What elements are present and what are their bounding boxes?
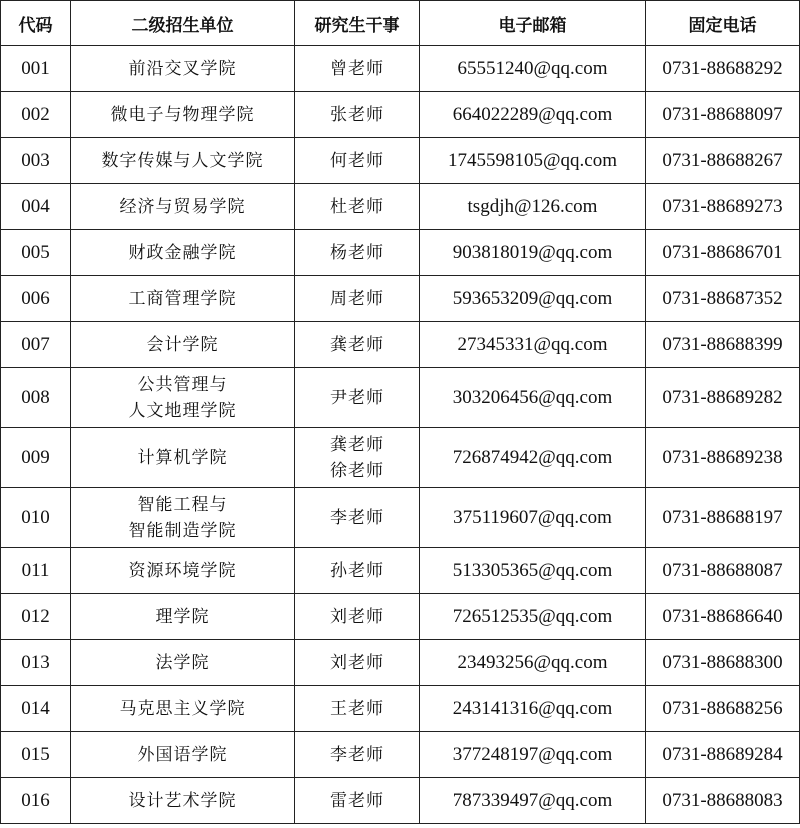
cell-line: 徐老师 [330,460,384,481]
cell-line: 智能工程与 [137,494,228,515]
cell-contact [295,230,420,276]
cell-email: 27345331@qq.com [420,322,646,368]
cell-email: 903818019@qq.com [420,230,646,276]
table-row [1,138,800,184]
cell-phone: 0731-88689238 [646,428,800,488]
header-unit: 二级招生单位 [71,1,295,46]
cell-code: 006 [1,276,71,322]
cell-line: 周老师 [330,288,384,309]
cell-email: 303206456@qq.com [420,368,646,428]
cell-phone: 0731-88688097 [646,92,800,138]
cell-unit [71,548,295,594]
cell-email: 787339497@qq.com [420,778,646,824]
cell-code: 009 [1,428,71,488]
cell-line: 智能制造学院 [128,520,237,541]
cell-email: 726512535@qq.com [420,594,646,640]
cell-contact [295,640,420,686]
table-row [1,488,800,548]
cell-email: 23493256@qq.com [420,640,646,686]
cell-line: 何老师 [330,150,384,171]
cell-code: 007 [1,322,71,368]
cell-code: 013 [1,640,71,686]
cell-email: tsgdjh@126.com [420,184,646,230]
cell-contact [295,488,420,548]
cell-unit [71,640,295,686]
cell-line: 马克思主义学院 [119,698,246,719]
cell-line: 会计学院 [146,334,219,355]
cell-line: 杨老师 [330,242,384,263]
cell-contact [295,594,420,640]
cell-code: 015 [1,732,71,778]
cell-contact [295,428,420,488]
cell-phone: 0731-88688292 [646,46,800,92]
cell-email: 243141316@qq.com [420,686,646,732]
cell-unit [71,778,295,824]
cell-code: 002 [1,92,71,138]
cell-line: 王老师 [330,698,384,719]
cell-code: 011 [1,548,71,594]
cell-unit [71,594,295,640]
cell-line: 尹老师 [330,387,384,408]
cell-phone: 0731-88687352 [646,276,800,322]
header-email: 电子邮箱 [420,1,646,46]
cell-line: 雷老师 [330,790,384,811]
cell-phone: 0731-88686640 [646,594,800,640]
cell-line: 工商管理学院 [128,288,237,309]
cell-line: 数字传媒与人文学院 [101,150,264,171]
cell-email: 375119607@qq.com [420,488,646,548]
table-row [1,276,800,322]
cell-email: 377248197@qq.com [420,732,646,778]
cell-line: 公共管理与 [137,374,228,395]
cell-line: 前沿交叉学院 [128,58,237,79]
cell-line: 刘老师 [330,606,384,627]
table-row [1,322,800,368]
cell-line: 经济与贸易学院 [119,196,246,217]
cell-unit [71,138,295,184]
cell-contact [295,276,420,322]
cell-unit [71,46,295,92]
cell-code: 016 [1,778,71,824]
cell-unit [71,276,295,322]
table-row [1,594,800,640]
header-contact: 研究生干事 [295,1,420,46]
cell-unit [71,368,295,428]
cell-unit [71,92,295,138]
cell-contact [295,778,420,824]
cell-unit [71,322,295,368]
cell-email: 593653209@qq.com [420,276,646,322]
header-row [1,1,800,46]
cell-phone: 0731-88689284 [646,732,800,778]
cell-phone: 0731-88686701 [646,230,800,276]
table-row [1,46,800,92]
cell-line: 孙老师 [330,560,384,581]
cell-code: 008 [1,368,71,428]
header-phone: 固定电话 [646,1,800,46]
cell-line: 龚老师 [330,434,384,455]
cell-code: 012 [1,594,71,640]
cell-line: 设计艺术学院 [128,790,237,811]
cell-unit [71,428,295,488]
cell-unit [71,732,295,778]
cell-phone: 0731-88688197 [646,488,800,548]
cell-contact [295,686,420,732]
cell-line: 李老师 [330,507,384,528]
cell-contact [295,368,420,428]
cell-phone: 0731-88688083 [646,778,800,824]
cell-phone: 0731-88689282 [646,368,800,428]
cell-contact [295,46,420,92]
cell-line: 理学院 [155,606,210,627]
cell-code: 003 [1,138,71,184]
cell-code: 004 [1,184,71,230]
cell-unit [71,686,295,732]
cell-unit [71,184,295,230]
cell-phone: 0731-88688399 [646,322,800,368]
cell-line: 人文地理学院 [128,400,237,421]
cell-phone: 0731-88688267 [646,138,800,184]
table-body [1,46,800,824]
cell-code: 014 [1,686,71,732]
cell-email: 664022289@qq.com [420,92,646,138]
cell-line: 计算机学院 [137,447,228,468]
cell-phone: 0731-88688300 [646,640,800,686]
table-row [1,640,800,686]
cell-line: 曾老师 [330,58,384,79]
cell-line: 资源环境学院 [128,560,237,581]
cell-email: 726874942@qq.com [420,428,646,488]
table-row [1,92,800,138]
cell-unit [71,488,295,548]
cell-contact [295,92,420,138]
cell-unit [71,230,295,276]
cell-contact [295,184,420,230]
cell-email: 65551240@qq.com [420,46,646,92]
table-row [1,732,800,778]
cell-line: 李老师 [330,744,384,765]
table-row [1,686,800,732]
cell-code: 001 [1,46,71,92]
cell-email: 513305365@qq.com [420,548,646,594]
table-row [1,428,800,488]
cell-line: 张老师 [330,104,384,125]
cell-contact [295,732,420,778]
cell-phone: 0731-88689273 [646,184,800,230]
table-row [1,778,800,824]
cell-contact [295,138,420,184]
header-code: 代码 [1,1,71,46]
cell-line: 法学院 [155,652,210,673]
cell-line: 刘老师 [330,652,384,673]
table-row [1,230,800,276]
cell-code: 005 [1,230,71,276]
cell-line: 杜老师 [330,196,384,217]
cell-line: 财政金融学院 [128,242,237,263]
cell-email: 1745598105@qq.com [420,138,646,184]
table-row [1,184,800,230]
cell-contact [295,322,420,368]
cell-contact [295,548,420,594]
cell-line: 外国语学院 [137,744,228,765]
table-row [1,368,800,428]
cell-line: 龚老师 [330,334,384,355]
cell-line: 微电子与物理学院 [110,104,255,125]
table-row [1,548,800,594]
cell-phone: 0731-88688087 [646,548,800,594]
cell-code: 010 [1,488,71,548]
cell-phone: 0731-88688256 [646,686,800,732]
